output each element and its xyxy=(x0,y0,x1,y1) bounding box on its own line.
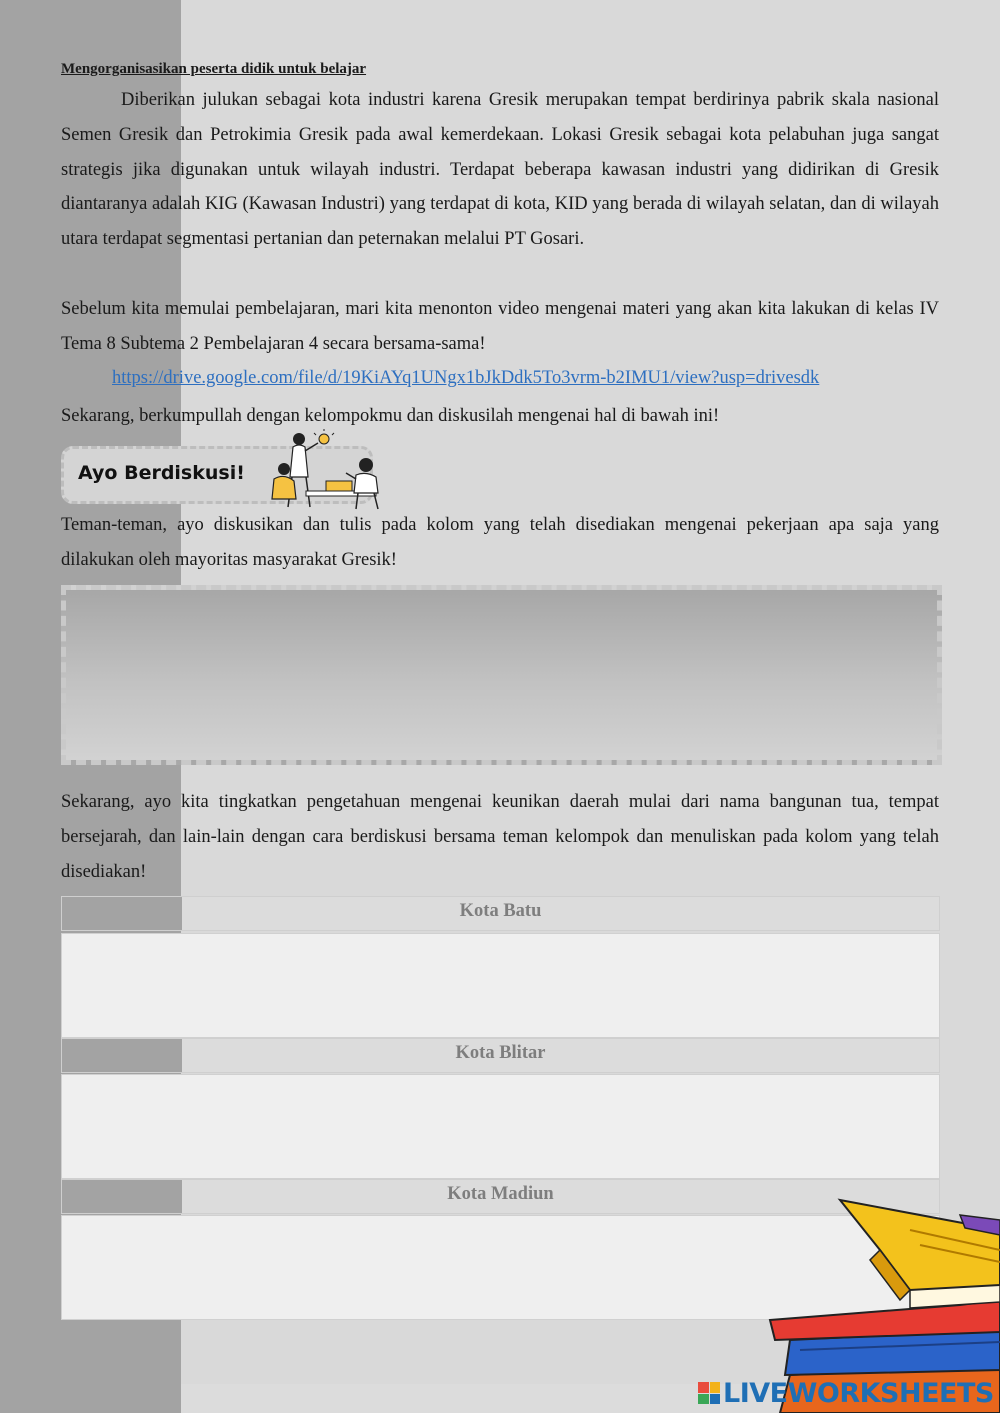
badge-square-yellow xyxy=(710,1382,721,1393)
badge-square-green xyxy=(698,1394,709,1405)
students-discussing-illustration xyxy=(266,429,396,511)
logo-badge-icon xyxy=(698,1382,720,1404)
discussion-banner xyxy=(61,446,373,504)
video-paragraph: Sebelum kita memulai pembelajaran, mari kita menonton video mengenai materi yang akan kita lakukan di kelas IV Tema 8 Subtema 2 Pembelajaran 4 secara bersama-sama! xyxy=(61,299,939,354)
city-header-blitar: Kota Blitar xyxy=(61,1038,940,1073)
group-instruction: Sekarang, berkumpullah dengan kelompokmu dan diskusilah mengenai hal di bawah ini! xyxy=(61,406,720,426)
badge-square-blue xyxy=(710,1394,721,1405)
video-link[interactable]: https://drive.google.com/file/d/19KiAYq1UNgx1bJkDdk5To3vrm-b2IMU1/view?usp=drivesdk xyxy=(112,368,820,388)
logo-text: LIVEWORKSHEETS xyxy=(723,1377,994,1409)
discussion-instruction: Teman-teman, ayo diskusikan dan tulis pada kolom yang telah disediakan mengenai pekerjaan apa saja yang dilakukan oleh mayoritas masyarakat Gresik! xyxy=(61,515,939,570)
answer-box-jobs[interactable] xyxy=(61,585,942,765)
uniqueness-instruction: Sekarang, ayo kita tingkatkan pengetahuan mengenai keunikan daerah mulai dari nama bangunan tua, tempat bersejarah, dan lain-lain dengan cara berdiskusi bersama teman kelompok dan menuliskan pada kolom yang telah disediakan! xyxy=(61,792,939,882)
city-header-batu: Kota Batu xyxy=(61,896,940,931)
section-heading: Mengorganisasikan peserta didik untuk belajar xyxy=(61,61,367,77)
badge-square-red xyxy=(698,1382,709,1393)
discussion-label: Ayo Berdiskusi! xyxy=(78,462,245,484)
city-header-madiun: Kota Madiun xyxy=(61,1179,940,1214)
answer-cell-batu[interactable] xyxy=(61,933,940,1038)
liveworksheets-logo xyxy=(698,1376,994,1410)
answer-cell-blitar[interactable] xyxy=(61,1074,940,1179)
intro-paragraph: Diberikan julukan sebagai kota industri karena Gresik merupakan tempat berdirinya pabrik skala nasional Semen Gresik dan Petrokimia Gresik pada awal kemerdekaan. Lokasi Gresik sebagai kota pelabuhan juga sangat strategis jika digunakan untuk wilayah industri. Terdapat beberapa kawasan industri yang didirikan di Gresik diantaranya adalah KIG (Kawasan Industri) yang terdapat di kota, KID yang berada di wilayah selatan, dan di wilayah utara terdapat segmentasi pertanian dan peternakan melalui PT Gosari. xyxy=(61,90,939,250)
